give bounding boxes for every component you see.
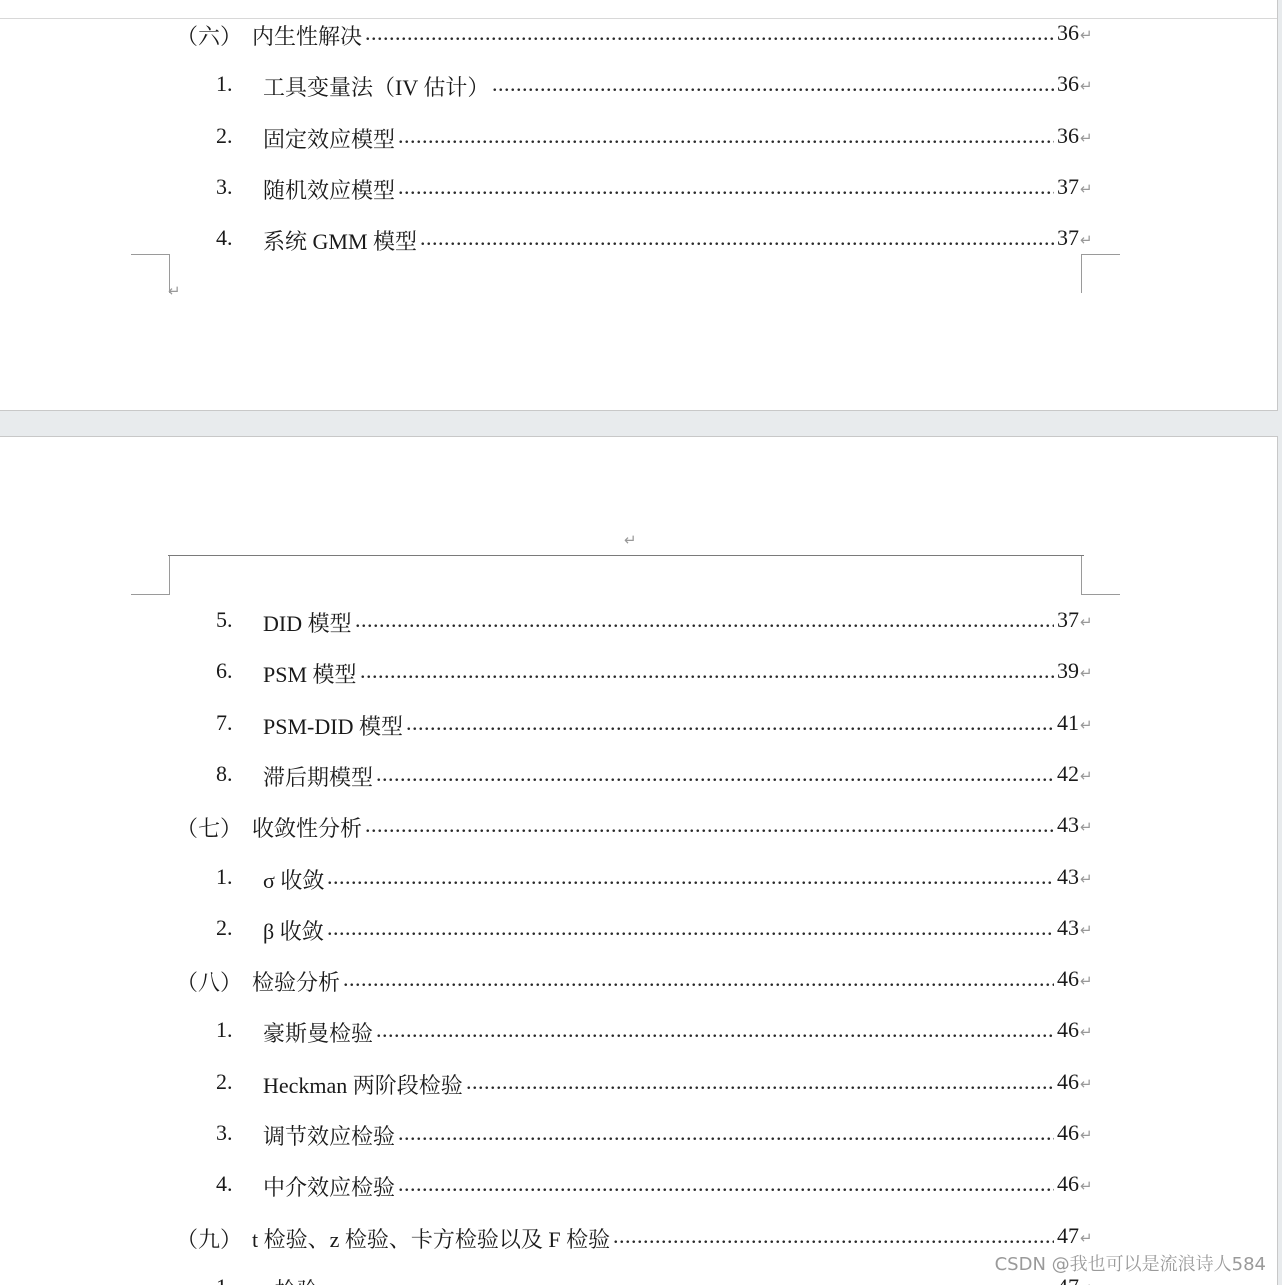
- page-number-text: 43: [1057, 864, 1079, 889]
- toc-dot-leader: ....................................................................................................................: [355, 607, 1054, 637]
- toc-dot-leader: ......................................................................................................................: [343, 966, 1054, 996]
- page-number-text: 43: [1057, 915, 1079, 940]
- toc-entry[interactable]: [0, 1017, 1277, 1057]
- toc-entry[interactable]: [0, 761, 1277, 801]
- page-number-text: 46: [1057, 966, 1079, 991]
- toc-entry-page-number: [1057, 71, 1093, 97]
- toc-entry-title: 固定效应模型: [263, 123, 395, 154]
- toc-entry[interactable]: [0, 174, 1277, 214]
- margin-corner-bottom-right: [1081, 254, 1120, 293]
- toc-entry-page-number: [1057, 1171, 1093, 1197]
- paragraph-mark: ↵: [1080, 664, 1093, 682]
- toc-entry-page-number: [1057, 123, 1093, 149]
- toc-entry-page-number: [1057, 966, 1093, 992]
- toc-entry-title: 内生性解决: [252, 20, 362, 51]
- toc-entry[interactable]: [0, 915, 1277, 955]
- toc-dot-leader: .........................................................................................................................: [327, 915, 1054, 945]
- toc-dot-leader: ....................................................................................................: [492, 71, 1054, 101]
- document-page-1: [0, 0, 1278, 411]
- paragraph-mark: ↵: [1080, 77, 1093, 95]
- toc-dot-leader: .............................................................................................................: [398, 1120, 1054, 1150]
- toc-entry-title: 调节效应检验: [263, 1120, 395, 1151]
- margin-corner-top-left: [131, 556, 170, 595]
- toc-entry-number: （六）: [176, 20, 242, 51]
- toc-entry-page-number: [1057, 864, 1093, 890]
- toc-entry-title: 随机效应模型: [263, 174, 395, 205]
- toc-entry-title: [263, 1274, 319, 1285]
- toc-entry-page-number: [1057, 1223, 1093, 1249]
- page-number-text: 37: [1057, 174, 1079, 199]
- toc-entry-number: 6.: [216, 658, 233, 684]
- toc-entry-title: PSM 模型: [263, 658, 357, 689]
- page-number-text: 42: [1057, 761, 1079, 786]
- toc-entry[interactable]: [0, 71, 1277, 111]
- page-number-text: 43: [1057, 812, 1079, 837]
- toc-entry-page-number: [1057, 1017, 1093, 1043]
- page-number-text: 46: [1057, 1171, 1079, 1196]
- margin-corner-top-right: [1081, 556, 1120, 595]
- toc-entry-number: 2.: [216, 1069, 233, 1095]
- toc-entry-page-number: [1057, 710, 1093, 736]
- toc-entry[interactable]: [0, 864, 1277, 904]
- toc-entry[interactable]: [0, 812, 1277, 852]
- paragraph-mark: ↵: [1080, 129, 1093, 147]
- toc-entry[interactable]: [0, 1120, 1277, 1160]
- toc-entry-page-number: [1057, 812, 1093, 838]
- toc-entry-title: 中介效应检验: [263, 1171, 395, 1202]
- toc-entry-page-number: [1057, 20, 1093, 46]
- paragraph-mark: ↵: [168, 282, 181, 300]
- toc-entry-title: 工具变量法（IV 估计）: [263, 71, 489, 102]
- page-number-text: 47: [1057, 1223, 1079, 1248]
- paragraph-mark: ↵: [1080, 1023, 1093, 1041]
- toc-dot-leader: .............................................................................................................: [398, 123, 1054, 153]
- toc-entry[interactable]: [0, 20, 1277, 60]
- page-number-text: 46: [1057, 1120, 1079, 1145]
- page-number-text: 37: [1057, 607, 1079, 632]
- toc-entry-number: 3.: [216, 1120, 233, 1146]
- toc-dot-leader: [322, 1274, 1054, 1285]
- toc-entry[interactable]: [0, 1171, 1277, 1211]
- toc-dot-leader: ...........................................................................: [613, 1223, 1054, 1253]
- toc-entry-page-number: [1057, 225, 1093, 251]
- toc-dot-leader: ...................................................................................................................: [365, 20, 1054, 50]
- toc-entry-number: （九）: [176, 1223, 242, 1254]
- toc-entry-title: β 收敛: [263, 915, 324, 946]
- toc-entry[interactable]: [0, 710, 1277, 750]
- paragraph-mark: ↵: [1080, 716, 1093, 734]
- toc-entry-number: 4.: [216, 225, 233, 251]
- toc-dot-leader: ....................................................................................................: [466, 1069, 1054, 1099]
- paragraph-mark: ↵: [1080, 767, 1093, 785]
- paragraph-mark: ↵: [1080, 613, 1093, 631]
- page-number-text: 37: [1057, 225, 1079, 250]
- toc-entry-number: 2.: [216, 915, 233, 941]
- toc-entry[interactable]: [0, 1069, 1277, 1109]
- toc-entry-number: [216, 1274, 233, 1285]
- toc-entry-number: （七）: [176, 812, 242, 843]
- toc-entry-page-number: [1057, 915, 1093, 941]
- toc-entry-number: 5.: [216, 607, 233, 633]
- toc-entry-number: 8.: [216, 761, 233, 787]
- paragraph-mark: ↵: [1080, 870, 1093, 888]
- paragraph-mark: ↵: [1080, 921, 1093, 939]
- toc-entry-number: （八）: [176, 966, 242, 997]
- toc-entry-number: 1.: [216, 864, 233, 890]
- paragraph-mark: ↵: [1080, 818, 1093, 836]
- toc-entry[interactable]: [0, 966, 1277, 1006]
- toc-entry-number: 7.: [216, 710, 233, 736]
- toc-entry-page-number: [1057, 607, 1093, 633]
- margin-corner-bottom-left: [131, 254, 170, 293]
- toc-entry-number: 3.: [216, 174, 233, 200]
- page-number-text: 46: [1057, 1069, 1079, 1094]
- page-number-text: 36: [1057, 71, 1079, 96]
- toc-entry-title: Heckman 两阶段检验: [263, 1069, 463, 1100]
- toc-entry-title: σ 收敛: [263, 864, 324, 895]
- toc-entry-title: 检验分析: [252, 966, 340, 997]
- toc-entry-page-number: [1057, 658, 1093, 684]
- toc-entry-title: PSM-DID 模型: [263, 710, 403, 741]
- toc-entry[interactable]: [0, 658, 1277, 698]
- toc-dot-leader: .............................................................................................................: [398, 174, 1054, 204]
- page-number-text: 46: [1057, 1017, 1079, 1042]
- toc-entry-page-number: [1057, 1069, 1093, 1095]
- toc-entry-number: 1.: [216, 71, 233, 97]
- paragraph-mark: ↵: [1080, 1177, 1093, 1195]
- paragraph-mark: ↵: [1080, 972, 1093, 990]
- page-number-text: 39: [1057, 658, 1079, 683]
- toc-entry[interactable]: [0, 123, 1277, 163]
- toc-entry-page-number: [1057, 174, 1093, 200]
- document-page-2: [0, 436, 1278, 1285]
- toc-dot-leader: ............................................................................................................: [406, 710, 1054, 740]
- toc-entry-title: DID 模型: [263, 607, 352, 638]
- toc-dot-leader: .................................................................................................................: [376, 1017, 1054, 1047]
- toc-entry[interactable]: [0, 607, 1277, 647]
- header-rule: [168, 555, 1084, 556]
- toc-dot-leader: .........................................................................................................................: [327, 864, 1054, 894]
- toc-dot-leader: .............................................................................................................: [398, 1171, 1054, 1201]
- paragraph-mark: ↵: [1080, 1075, 1093, 1093]
- header-paragraph-mark: ↵: [624, 531, 637, 549]
- toc-dot-leader: ..........................................................................................................: [420, 225, 1054, 255]
- toc-dot-leader: ...................................................................................................................: [360, 658, 1054, 688]
- toc-entry-number: 1.: [216, 1017, 233, 1043]
- toc-entry-page-number: [1057, 1120, 1093, 1146]
- paragraph-mark: ↵: [1080, 1126, 1093, 1144]
- page-top-edge: [0, 18, 1277, 19]
- paragraph-mark: [1080, 1280, 1093, 1285]
- toc-dot-leader: ...................................................................................................................: [365, 812, 1054, 842]
- paragraph-mark: ↵: [1080, 26, 1093, 44]
- toc-entry-title: 滞后期模型: [263, 761, 373, 792]
- toc-entry-title: 收敛性分析: [252, 812, 362, 843]
- watermark: CSDN @我也可以是流浪诗人584: [995, 1250, 1266, 1276]
- toc-entry-number: 2.: [216, 123, 233, 149]
- page-number-text: 36: [1057, 123, 1079, 148]
- toc-dot-leader: .................................................................................................................: [376, 761, 1054, 791]
- page-number-text: 36: [1057, 20, 1079, 45]
- toc-entry-page-number: [1057, 761, 1093, 787]
- paragraph-mark: ↵: [1080, 180, 1093, 198]
- paragraph-mark: ↵: [1080, 231, 1093, 249]
- toc-entry-number: 4.: [216, 1171, 233, 1197]
- paragraph-mark: ↵: [1080, 1229, 1093, 1247]
- toc-entry-title: 豪斯曼检验: [263, 1017, 373, 1048]
- page-number-text: 41: [1057, 710, 1079, 735]
- toc-entry-title: 系统 GMM 模型: [263, 225, 417, 256]
- toc-entry-title: t 检验、z 检验、卡方检验以及 F 检验: [252, 1223, 610, 1254]
